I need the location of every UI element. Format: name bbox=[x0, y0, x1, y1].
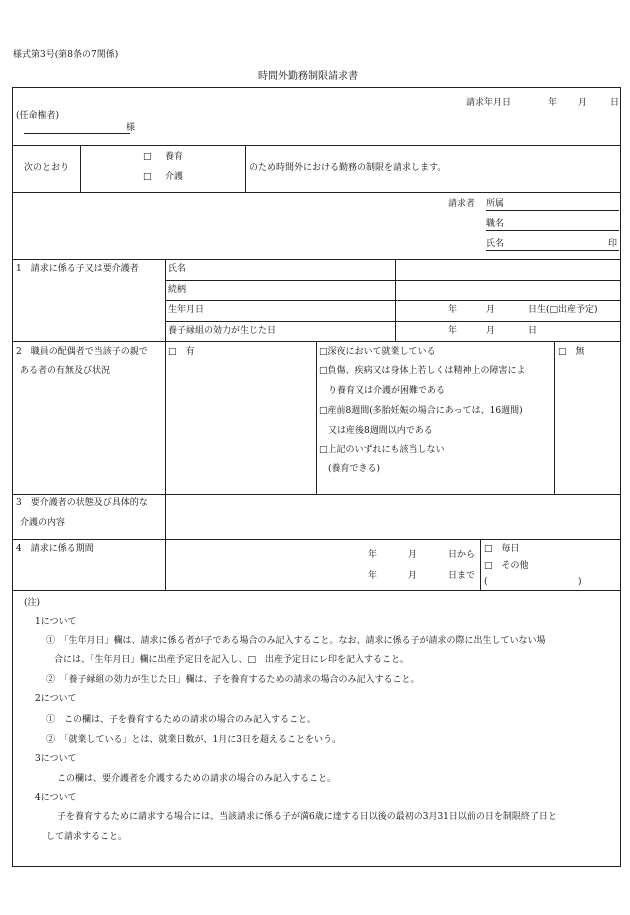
section4-heading: 4 請求に係る期間 bbox=[16, 544, 94, 554]
condition-3[interactable]: □産前8週間(多胎妊娠の場合にあっては、16週間) bbox=[319, 406, 523, 416]
request-date-year: 年 bbox=[548, 98, 558, 108]
adoption-day: 日 bbox=[528, 326, 538, 336]
childcare-checkbox[interactable]: □ bbox=[143, 152, 152, 162]
childcare-label: 養育 bbox=[165, 152, 184, 162]
request-date-label: 請求年月日 bbox=[466, 98, 512, 108]
seal-mark: 印 bbox=[608, 239, 618, 249]
requester-label: 請求者 bbox=[448, 199, 476, 209]
condition-1[interactable]: □深夜において就業している bbox=[319, 347, 436, 357]
requester-name-label: 氏名 bbox=[486, 239, 505, 249]
period-to-month: 月 bbox=[408, 571, 418, 581]
note-line: 1について bbox=[35, 617, 77, 627]
section2-heading-line1: 2 職員の配偶者で当該子の親で bbox=[16, 347, 148, 357]
note-line: ② 「就業している」とは、就業日数が、1月に3日を超えることをいう。 bbox=[46, 735, 341, 745]
section2-heading-line2: ある者の有無及び状況 bbox=[20, 366, 111, 376]
condition-2[interactable]: □負傷、疾病又は身体上若しくは精神上の障害によ bbox=[319, 366, 526, 376]
note-line: ② 「養子縁組の効力が生じた日」欄は、子を養育するための請求の場合のみ記入すること。 bbox=[46, 675, 420, 685]
note-line: 3について bbox=[35, 754, 77, 764]
adoption-month: 月 bbox=[486, 326, 496, 336]
condition-3-cont: 又は産後8週間以内である bbox=[319, 426, 433, 436]
period-from-suffix: 日から bbox=[448, 550, 476, 560]
care-label: 介護 bbox=[165, 172, 184, 182]
purpose-text: のため時間外における勤務の制限を請求します。 bbox=[249, 163, 447, 173]
name-line[interactable] bbox=[486, 250, 619, 251]
section1-row-adoption: 養子縁組の効力が生じた日 bbox=[168, 326, 277, 336]
appointer-name-line[interactable] bbox=[24, 133, 130, 134]
birth-month: 月 bbox=[486, 305, 496, 315]
note-line: ① この欄は、子を養育するための請求の場合のみ記入すること。 bbox=[46, 715, 317, 725]
section3-heading-line1: 3 要介護者の状態及び具体的な bbox=[16, 498, 148, 508]
form-title: 時間外勤務制限請求書 bbox=[258, 71, 358, 82]
purpose-label: 次のとおり bbox=[24, 163, 70, 173]
note-line: 4について bbox=[35, 793, 77, 803]
note-line: して請求すること。 bbox=[46, 832, 128, 842]
note-line: 2について bbox=[35, 694, 77, 704]
request-date-day: 日 bbox=[610, 98, 620, 108]
adoption-year: 年 bbox=[448, 326, 458, 336]
condition-2-cont: り養育又は介護が困難である bbox=[319, 386, 446, 396]
daily-checkbox[interactable]: □ 毎日 bbox=[484, 544, 520, 554]
note-line: この欄は、要介護者を介護するための請求の場合のみ記入すること。 bbox=[57, 774, 337, 784]
requester-position-label: 職名 bbox=[486, 219, 505, 229]
spouse-yes-checkbox[interactable]: □ 有 bbox=[168, 347, 195, 357]
note-line: 子を養育するために請求する場合には、当該請求に係る子が満6歳に達する日以後の最初の3月31日以前の日を制限終了日と bbox=[57, 812, 557, 822]
position-line[interactable] bbox=[486, 230, 619, 231]
affiliation-line[interactable] bbox=[486, 210, 619, 211]
period-from-year: 年 bbox=[368, 550, 378, 560]
other-paren-close: ) bbox=[578, 577, 582, 587]
condition-4-cont: (養育できる) bbox=[319, 464, 381, 474]
note-line: ① 「生年月日」欄は、請求に係る者が子である場合のみ記入すること。なお、請求に係る子が請求の際に出生していない場 bbox=[46, 636, 546, 646]
appointer-label: (任命権者) bbox=[16, 111, 60, 121]
section3-heading-line2: 介護の内容 bbox=[20, 518, 66, 528]
request-date-month: 月 bbox=[578, 98, 588, 108]
notes-heading: (注) bbox=[24, 598, 41, 608]
other-checkbox[interactable]: □ その他 bbox=[484, 561, 529, 571]
period-to-year: 年 bbox=[368, 571, 378, 581]
section1-row-relation: 続柄 bbox=[168, 285, 187, 295]
spouse-no-checkbox[interactable]: □ 無 bbox=[558, 347, 585, 357]
form-number: 様式第3号(第8条の7関係) bbox=[13, 50, 119, 60]
period-from-month: 月 bbox=[408, 550, 418, 560]
requester-affiliation-label: 所属 bbox=[486, 199, 505, 209]
care-checkbox[interactable]: □ bbox=[143, 172, 152, 182]
note-line: 合には、「生年月日」欄に出産予定日を記入し、□ 出産予定日にレ印を記入すること。 bbox=[54, 655, 410, 665]
period-to-suffix: 日まで bbox=[448, 571, 476, 581]
appointer-honorific: 様 bbox=[126, 123, 136, 133]
other-paren-open: ( bbox=[484, 577, 488, 587]
section1-row-birthdate: 生年月日 bbox=[168, 305, 205, 315]
condition-4[interactable]: □上記のいずれにも該当しない bbox=[319, 445, 445, 455]
birth-year: 年 bbox=[448, 305, 458, 315]
section1-heading: 1 請求に係る子又は要介護者 bbox=[16, 264, 139, 274]
birth-day: 日生(□出産予定) bbox=[528, 305, 598, 315]
section1-row-name: 氏名 bbox=[168, 264, 187, 274]
